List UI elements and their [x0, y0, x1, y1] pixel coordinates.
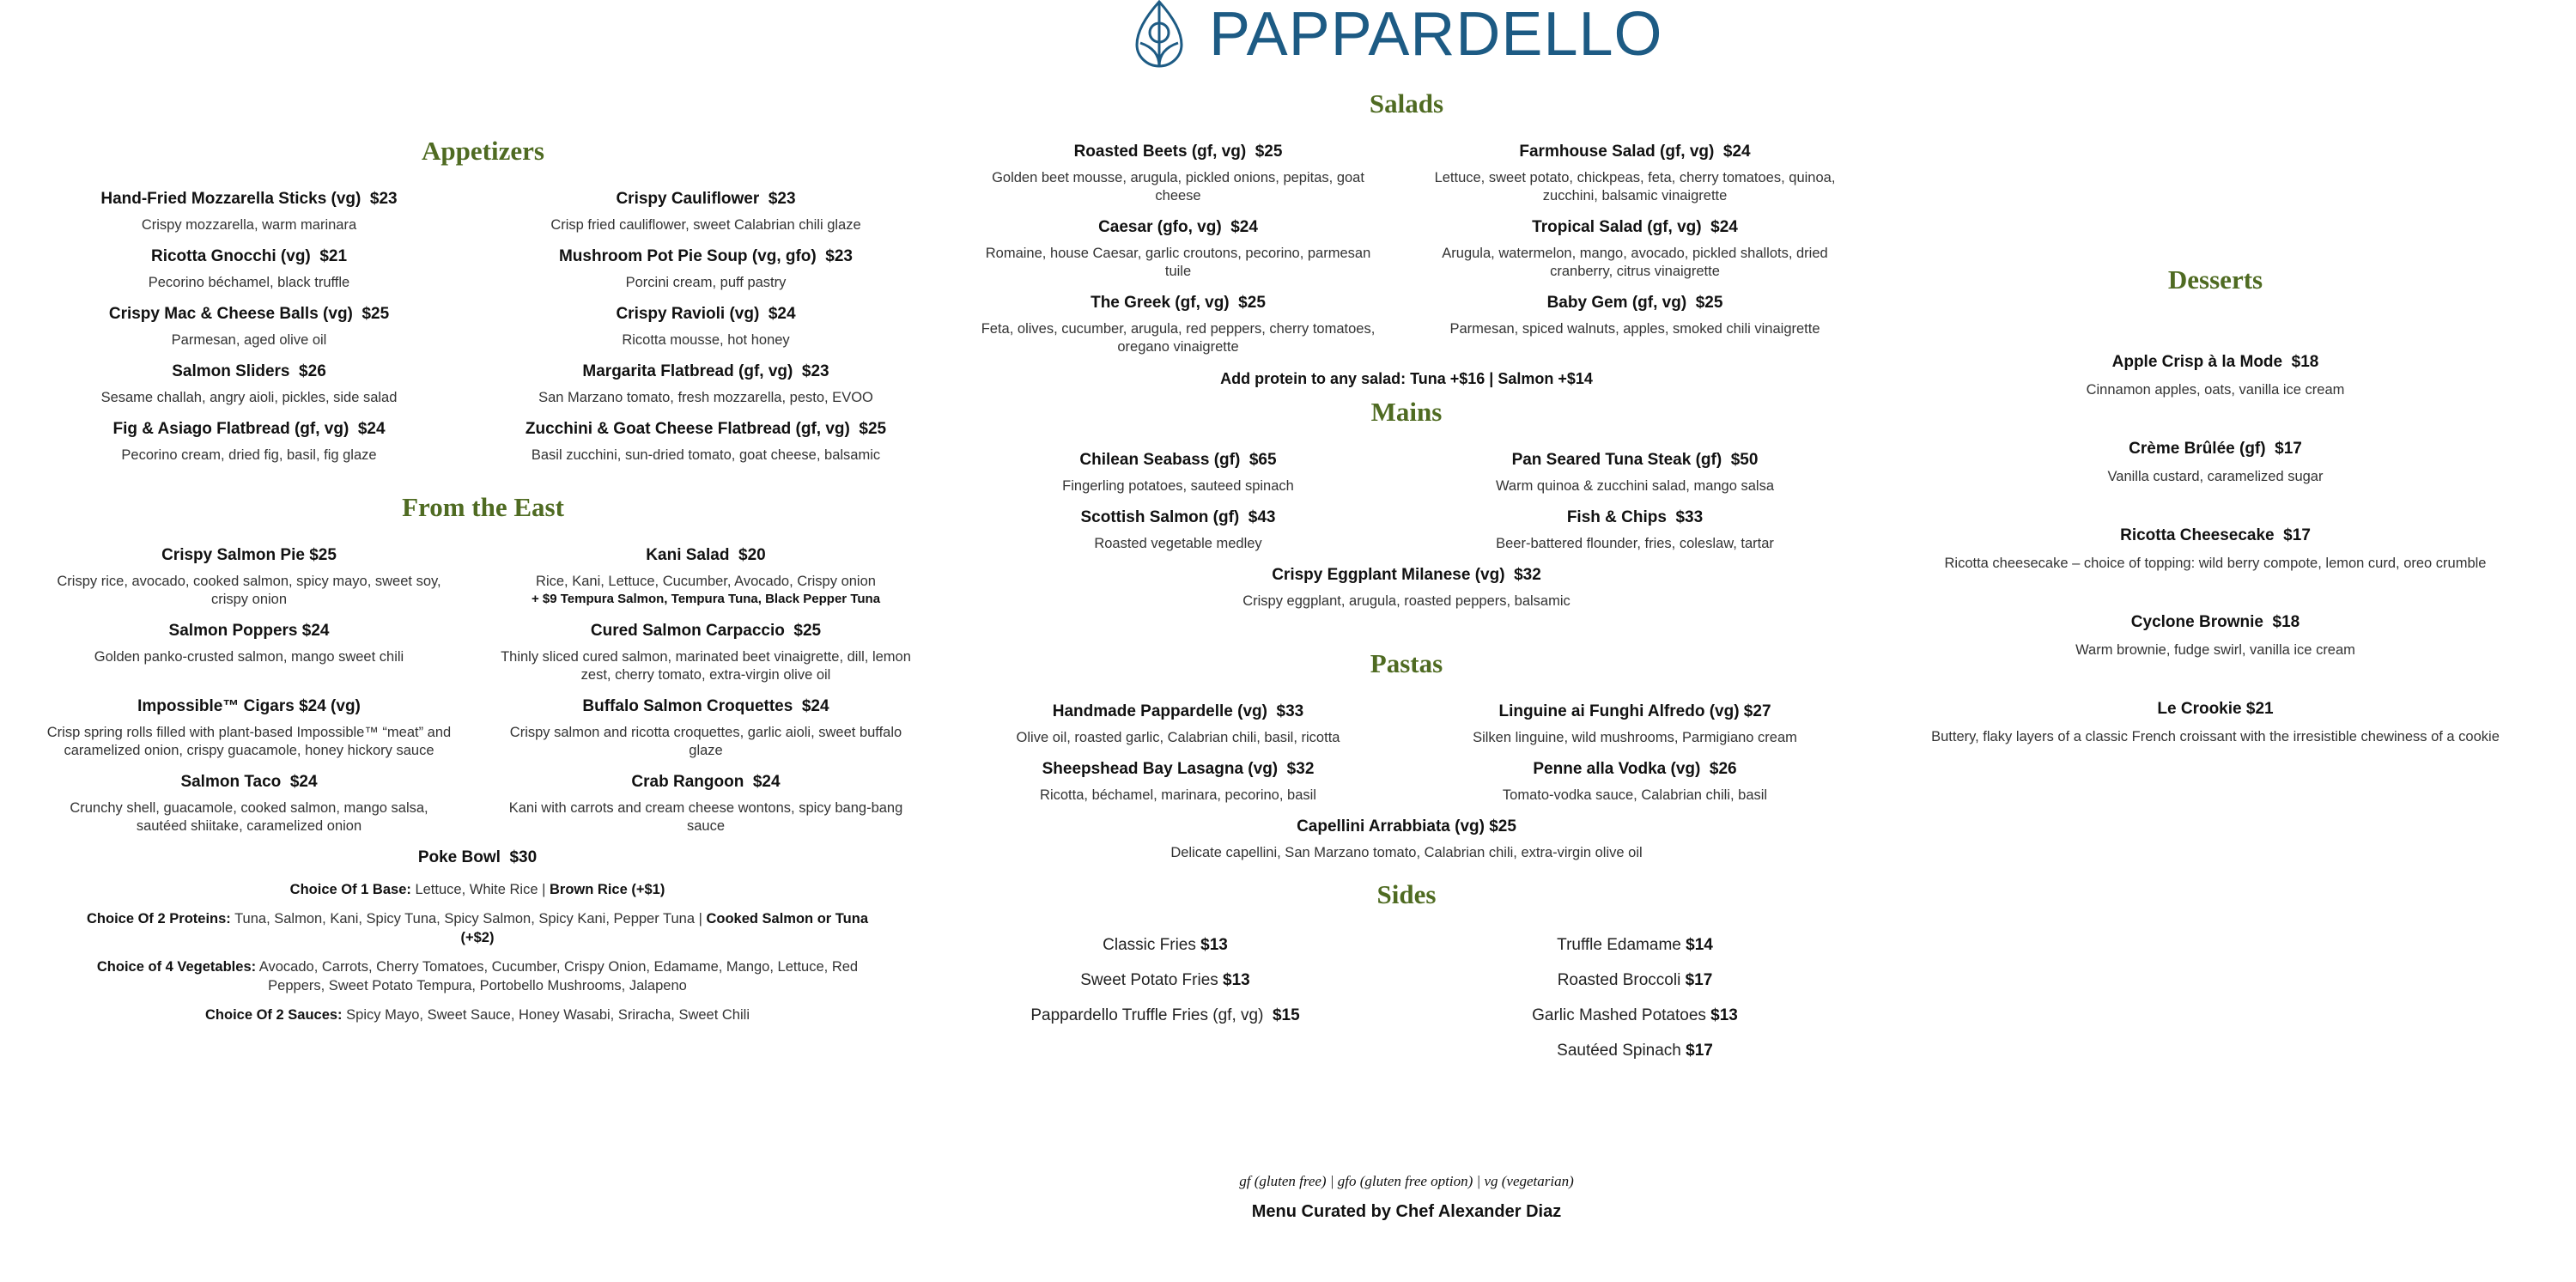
choice-upcharge: Brown Rice (+$1) [549, 882, 665, 897]
item-description: Beer-battered flounder, fries, coleslaw, tartar [1496, 536, 1774, 551]
brand-name: PAPPARDELLO [1209, 0, 1663, 69]
mains-section [963, 397, 1850, 621]
menu-item [491, 544, 920, 608]
item-name: Baby Gem (gf, vg) $25 [1546, 294, 1723, 312]
item-description: Crisp fried cauliflower, sweet Calabrian chili glaze [550, 217, 861, 233]
section-title: Sides [1376, 879, 1437, 909]
side-price: $15 [1272, 1006, 1300, 1024]
menu-item [963, 448, 1393, 495]
item-name: Salmon Taco $24 [180, 773, 318, 791]
poke-choice [34, 957, 920, 995]
item-name: Poke Bowl $30 [417, 848, 538, 866]
item-name: Crème Brûlée (gf) $17 [2129, 440, 2302, 458]
item-name: Ricotta Cheesecake $17 [2120, 526, 2311, 544]
poke-choice [34, 880, 920, 899]
dessert-item [1872, 697, 2559, 746]
item-description: Parmesan, aged olive oil [171, 332, 327, 348]
item-description: Ricotta, béchamel, marinara, pecorino, basil [1040, 787, 1316, 803]
menu-grid [963, 448, 1850, 621]
item-description: Golden beet mousse, arugula, pickled onions, pepitas, goat cheese [992, 170, 1364, 204]
item-description: Pecorino béchamel, black truffle [148, 275, 350, 290]
menu-item [963, 757, 1393, 805]
item-name: Hand-Fried Mozzarella Sticks (vg) $23 [100, 190, 398, 208]
menu-item [1420, 291, 1850, 338]
side-item [963, 998, 1367, 1033]
item-description: Lettuce, sweet potato, chickpeas, feta, cherry tomatoes, quinoa, zucchini, balsamic vinaigrette [1434, 170, 1836, 204]
item-description: Tomato-vodka sauce, Calabrian chili, basil [1502, 787, 1768, 803]
item-description: Silken linguine, wild mushrooms, Parmigiano cream [1473, 730, 1797, 745]
menu-item [34, 187, 464, 234]
item-name: Crab Rangoon $24 [631, 773, 781, 791]
item-description: Pecorino cream, dried fig, basil, fig glaze [121, 447, 377, 463]
side-name: Roasted Broccoli [1557, 971, 1686, 989]
menu-item [34, 245, 464, 292]
section-title: Mains [1370, 397, 1443, 427]
item-description: Crispy rice, avocado, cooked salmon, spicy mayo, sweet soy, crispy onion [57, 574, 441, 607]
item-description: Roasted vegetable medley [1094, 536, 1262, 551]
item-name: Roasted Beets (gf, vg) $25 [1073, 143, 1283, 161]
item-description: Buttery, flaky layers of a classic French croissant with the irresistible chewiness of a cookie [1931, 729, 2500, 744]
choice-upcharge: Cooked Salmon or Tuna (+$2) [460, 911, 868, 945]
menu-item [491, 770, 920, 835]
dessert-item [1872, 611, 2559, 659]
menu-item [34, 360, 464, 407]
item-name: Crispy Eggplant Milanese (vg) $32 [1272, 566, 1541, 584]
menu-item [963, 216, 1393, 281]
item-name: Chilean Seabass (gf) $65 [1079, 451, 1277, 469]
item-description: Arugula, watermelon, mango, avocado, pickled shallots, dried cranberry, citrus vinaigrette [1442, 246, 1828, 279]
sides-column [963, 927, 1393, 1033]
section-title: Pastas [1370, 648, 1443, 678]
choice-options: Lettuce, White Rice | [410, 882, 550, 897]
salads-section [963, 88, 1850, 388]
menu-grid [963, 700, 1850, 872]
menu-item [1420, 216, 1850, 281]
item-description: Basil zucchini, sun-dried tomato, goat cheese, balsamic [531, 447, 881, 463]
choice-label: Choice Of 2 Sauces: [205, 1007, 343, 1023]
menu-item [34, 544, 464, 609]
item-description: Thinly sliced cured salmon, marinated beet vinaigrette, dill, lemon zest, cherry tomato, extra-virgin olive oil [501, 649, 911, 683]
chef-credit: Menu Curated by Chef Alexander Diaz [1251, 1202, 1562, 1221]
side-name: Truffle Edamame [1557, 936, 1686, 954]
item-description: Sesame challah, angry aioli, pickles, side salad [100, 390, 398, 405]
choice-options: Spicy Mayo, Sweet Sauce, Honey Wasabi, Sriracha, Sweet Chili [342, 1007, 750, 1023]
menu-item [34, 770, 464, 835]
item-description: Vanilla custard, caramelized sugar [2107, 469, 2324, 484]
side-item [963, 927, 1367, 963]
menu-grid [34, 187, 932, 475]
menu-item [963, 140, 1393, 205]
item-name: Penne alla Vodka (vg) $26 [1533, 760, 1737, 778]
menu-item [34, 302, 464, 349]
item-description: Kani with carrots and cream cheese wontons, spicy bang-bang sauce [508, 800, 903, 834]
item-name: Cyclone Brownie $18 [2130, 613, 2300, 631]
menu-item [491, 360, 920, 407]
item-description: Crunchy shell, guacamole, cooked salmon, mango salsa, sautéed shiitake, caramelized onion [70, 800, 428, 834]
item-name: Fig & Asiago Flatbread (gf, vg) $24 [112, 420, 386, 438]
side-item [1420, 963, 1850, 998]
item-description: Parmesan, spiced walnuts, apples, smoked chili vinaigrette [1449, 321, 1820, 337]
item-addon: + $9 Tempura Salmon, Tempura Tuna, Black Pepper Tuna [531, 592, 881, 606]
item-name: Zucchini & Goat Cheese Flatbread (gf, vg) $25 [525, 420, 887, 438]
item-description: San Marzano tomato, fresh mozzarella, pesto, EVOO [538, 390, 873, 405]
item-name: Capellini Arrabbiata (vg) $25 [1297, 817, 1516, 835]
item-name: Apple Crisp à la Mode $18 [2111, 353, 2319, 371]
item-name: Margarita Flatbread (gf, vg) $23 [582, 362, 829, 380]
item-name: Farmhouse Salad (gf, vg) $24 [1519, 143, 1751, 161]
item-name: Buffalo Salmon Croquettes $24 [582, 697, 829, 715]
item-name: Handmade Pappardelle (vg) $33 [1052, 702, 1304, 720]
item-name: Crispy Mac & Cheese Balls (vg) $25 [108, 305, 390, 323]
sides-grid [963, 927, 1850, 1068]
dessert-item [1872, 437, 2559, 486]
dessert-item [1872, 350, 2559, 399]
item-name: Salmon Sliders $26 [172, 362, 326, 380]
side-item [1420, 998, 1850, 1033]
item-description: Feta, olives, cucumber, arugula, red peppers, cherry tomatoes, oregano vinaigrette [981, 321, 1376, 355]
menu-item [963, 291, 1393, 356]
item-description: Romaine, house Caesar, garlic croutons, pecorino, parmesan tuile [985, 246, 1371, 279]
side-name: Classic Fries [1103, 936, 1201, 954]
sides-section [963, 879, 1850, 1068]
side-price: $17 [1686, 1042, 1713, 1060]
side-item [1420, 1033, 1850, 1068]
item-name: Impossible™ Cigars $24 (vg) [137, 697, 361, 715]
menu-item [1420, 506, 1850, 553]
item-name: Fish & Chips $33 [1566, 508, 1704, 526]
item-description: Rice, Kani, Lettuce, Cucumber, Avocado, Crispy onion [536, 574, 876, 589]
item-name: Linguine ai Funghi Alfredo (vg) $27 [1498, 702, 1771, 720]
item-name: Pan Seared Tuna Steak (gf) $50 [1511, 451, 1759, 469]
side-price: $13 [1223, 971, 1250, 989]
side-name: Pappardello Truffle Fries (gf, vg) [1030, 1006, 1273, 1024]
side-price: $13 [1710, 1006, 1738, 1024]
choice-label: Choice of 4 Vegetables: [96, 959, 257, 975]
menu-grid [34, 544, 932, 1024]
from-the-east-section [34, 492, 932, 1024]
item-description: Olive oil, roasted garlic, Calabrian chili, basil, ricotta [1016, 730, 1340, 745]
item-name: Scottish Salmon (gf) $43 [1080, 508, 1276, 526]
item-description: Delicate capellini, San Marzano tomato, Calabrian chili, extra-virgin olive oil [1170, 845, 1643, 860]
menu-item [1420, 700, 1850, 747]
menu-item [963, 506, 1393, 553]
menu-item [491, 187, 920, 234]
menu-item [963, 700, 1393, 747]
section-title: Salads [1369, 88, 1444, 118]
menu-item [963, 815, 1850, 862]
menu-item [1420, 757, 1850, 805]
dessert-item [1872, 524, 2559, 573]
side-name: Sautéed Spinach [1557, 1042, 1686, 1060]
salad-protein-note: Add protein to any salad: Tuna +$16 | Salmon +$14 [1220, 370, 1593, 387]
side-price: $14 [1686, 936, 1713, 954]
side-name: Garlic Mashed Potatoes [1532, 1006, 1711, 1024]
leaf-logo-icon [1133, 0, 1185, 69]
item-description: Golden panko-crusted salmon, mango sweet chili [94, 649, 404, 665]
item-name: Crispy Ravioli (vg) $24 [616, 305, 796, 323]
choice-options: Avocado, Carrots, Cherry Tomatoes, Cucumber, Crispy Onion, Edamame, Mango, Lettuce, Red Peppers, Sweet Potato Tempura, Portobello Mushrooms, Jalapeno [256, 959, 862, 993]
menu-item [491, 417, 920, 465]
pastas-section [963, 648, 1850, 872]
item-description: Crispy mozzarella, warm marinara [141, 217, 357, 233]
item-description: Crispy eggplant, arugula, roasted peppers, balsamic [1242, 593, 1571, 609]
menu-item [491, 245, 920, 292]
item-description: Crispy salmon and ricotta croquettes, garlic aioli, sweet buffalo glaze [509, 725, 902, 758]
menu-item [491, 695, 920, 760]
item-description: Ricotta mousse, hot honey [622, 332, 790, 348]
side-price: $17 [1685, 971, 1713, 989]
menu-item [34, 695, 464, 760]
side-item [963, 963, 1367, 998]
side-name: Sweet Potato Fries [1080, 971, 1224, 989]
menu-item [1420, 448, 1850, 495]
poke-choice [34, 909, 920, 947]
poke-choice [34, 1006, 920, 1024]
item-description: Crisp spring rolls filled with plant-based Impossible™ “meat” and caramelized onion, crispy guacamole, honey hickory sauce [46, 725, 452, 758]
poke-bowl [34, 846, 920, 1024]
item-name: The Greek (gf, vg) $25 [1091, 294, 1266, 312]
item-description: Warm quinoa & zucchini salad, mango salsa [1495, 478, 1775, 494]
item-name: Le Crookie $21 [2157, 700, 2274, 718]
section-title: Desserts [2167, 264, 2263, 295]
item-name: Caesar (gfo, vg) $24 [1098, 218, 1258, 236]
menu-grid [963, 140, 1850, 388]
item-description: Cinnamon apples, oats, vanilla ice cream [2086, 382, 2345, 398]
menu-item [491, 302, 920, 349]
item-name: Crispy Cauliflower $23 [616, 190, 796, 208]
item-description: Warm brownie, fudge swirl, vanilla ice cream [2075, 642, 2355, 658]
menu-item [1420, 140, 1850, 205]
item-name: Ricotta Gnocchi (vg) $21 [150, 247, 348, 265]
item-name: Mushroom Pot Pie Soup (vg, gfo) $23 [558, 247, 854, 265]
appetizers-section [34, 136, 932, 475]
item-name: Kani Salad $20 [646, 546, 766, 564]
choice-label: Choice Of 1 Base: [289, 882, 411, 897]
menu-item [34, 619, 464, 666]
menu-item [34, 417, 464, 465]
dietary-legend: gf (gluten free) | gfo (gluten free option) | vg (vegetarian) [1239, 1173, 1574, 1189]
menu-item [491, 619, 920, 684]
choice-options: Tuna, Salmon, Kani, Spicy Tuna, Spicy Salmon, Spicy Kani, Pepper Tuna | [230, 911, 707, 927]
item-name: Crispy Salmon Pie $25 [161, 546, 337, 564]
item-name: Salmon Poppers $24 [168, 622, 330, 640]
section-title: From the East [402, 492, 564, 522]
menu-item [963, 563, 1850, 611]
sides-column [1420, 927, 1850, 1068]
section-title: Appetizers [422, 136, 544, 166]
side-item [1420, 927, 1850, 963]
desserts-section [1872, 264, 2559, 784]
item-description: Ricotta cheesecake – choice of topping: wild berry compote, lemon curd, oreo crumble [1944, 556, 2487, 571]
choice-label: Choice Of 2 Proteins: [87, 911, 231, 927]
item-name: Sheepshead Bay Lasagna (vg) $32 [1042, 760, 1315, 778]
item-description: Porcini cream, puff pastry [625, 275, 787, 290]
item-description: Fingerling potatoes, sauteed spinach [1062, 478, 1294, 494]
brand-logo [1133, 0, 1663, 69]
item-name: Cured Salmon Carpaccio $25 [590, 622, 822, 640]
side-price: $13 [1200, 936, 1228, 954]
item-name: Tropical Salad (gf, vg) $24 [1532, 218, 1738, 236]
